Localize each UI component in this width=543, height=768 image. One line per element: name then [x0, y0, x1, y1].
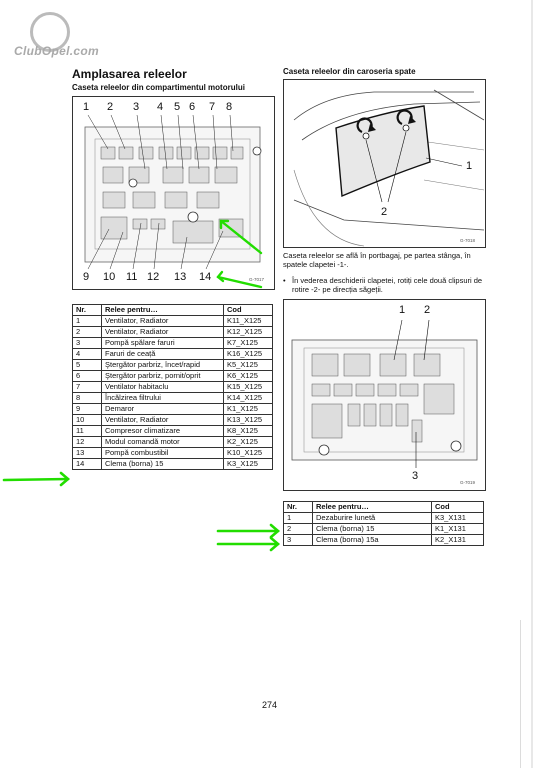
cell-nr: 3 [73, 338, 102, 349]
cell-code: K16_X125 [224, 349, 273, 360]
cell-relay: Ventilator, Radiator [102, 316, 224, 327]
cell-nr: 4 [73, 349, 102, 360]
cell-nr: 13 [73, 448, 102, 459]
cell-nr: 10 [73, 415, 102, 426]
cell-relay: Demaror [102, 404, 224, 415]
table-row [73, 349, 273, 360]
cell-relay: Pompă spălare faruri [102, 338, 224, 349]
cell-relay: Compresor climatizare [102, 426, 224, 437]
callout-6: 6 [189, 101, 196, 113]
callout-1: 1 [83, 101, 90, 113]
header-code: Cod [224, 305, 273, 316]
section-heading-engine: Caseta releelor din compartimentul motorului [72, 83, 245, 92]
callout-4: 4 [157, 101, 164, 113]
engine-relay-box-figure [72, 96, 275, 290]
callout-10: 10 [103, 271, 116, 283]
cell-nr: 5 [73, 360, 102, 371]
cell-code: K11_X125 [224, 316, 273, 327]
watermark-text: ClubOpel.com [14, 44, 99, 58]
cell-code: K1_X125 [224, 404, 273, 415]
cell-nr: 2 [73, 327, 102, 338]
trunk-figure-code: G-7018 [460, 238, 476, 243]
table-row [73, 327, 273, 338]
cell-code: K2_X131 [432, 535, 484, 546]
cell-nr: 6 [73, 371, 102, 382]
cell-code: K10_X125 [224, 448, 273, 459]
figure-code: G-7017 [249, 277, 265, 282]
table-row [73, 437, 273, 448]
table-row [284, 513, 484, 524]
cell-nr: 12 [73, 437, 102, 448]
section-heading-rear: Caseta releelor din caroseria spate [283, 67, 416, 76]
callout-12: 12 [147, 271, 160, 283]
callout-9: 9 [83, 271, 90, 283]
trunk-figure [283, 79, 486, 248]
cell-relay: Ventilator, Radiator [102, 327, 224, 338]
cell-code: K13_X125 [224, 415, 273, 426]
table-header-row [284, 502, 484, 513]
cell-relay: Ventilator, Radiator [102, 415, 224, 426]
page-title: Amplasarea releelor [72, 67, 187, 81]
cell-nr: 9 [73, 404, 102, 415]
rear-box-drawing [284, 300, 485, 490]
table-header-row [73, 305, 273, 316]
callout-13: 13 [174, 271, 187, 283]
callout-11: 11 [126, 271, 138, 283]
rear-callout-2: 2 [424, 304, 431, 316]
table-row [73, 459, 273, 470]
table-row [73, 448, 273, 459]
table-row [73, 382, 273, 393]
cell-code: K7_X125 [224, 338, 273, 349]
table-row [73, 371, 273, 382]
cell-relay: Clema (borna) 15 [313, 524, 432, 535]
cell-relay: Ştergător parbriz, încet/rapid [102, 360, 224, 371]
location-paragraph: Caseta releelor se află în portbagaj, pe partea stânga, în spatele clapetei -1-. [283, 251, 471, 269]
table-row [73, 426, 273, 437]
cell-relay: Clema (borna) 15 [102, 459, 224, 470]
cell-code: K6_X125 [224, 371, 273, 382]
trunk-callout-2: 2 [381, 206, 388, 218]
cell-nr: 1 [73, 316, 102, 327]
rear-relay-table [283, 501, 484, 546]
cell-nr: 2 [284, 524, 313, 535]
arrow-row-14-icon [2, 470, 72, 490]
scan-edge [531, 0, 533, 768]
cell-nr: 1 [284, 513, 313, 524]
cell-nr: 7 [73, 382, 102, 393]
cell-nr: 14 [73, 459, 102, 470]
cell-relay: Pompă combustibil [102, 448, 224, 459]
callout-7: 7 [209, 101, 216, 113]
callout-5: 5 [174, 101, 181, 113]
cell-code: K8_X125 [224, 426, 273, 437]
rear-callout-1: 1 [399, 304, 406, 316]
cell-relay: Modul comandă motor [102, 437, 224, 448]
cell-relay: Dezaburire lunetă [313, 513, 432, 524]
page-number: 274 [262, 700, 278, 710]
instruction-text: În vederea deschiderii clapetei, rotiți cele două clipsuri de rotire -2- pe direcția săgeții. [292, 276, 483, 294]
engine-relay-table [72, 304, 273, 470]
table-row [73, 316, 273, 327]
bullet-dot: • [283, 276, 286, 285]
cell-relay: Clema (borna) 15a [313, 535, 432, 546]
rear-callout-3: 3 [412, 470, 419, 482]
cell-relay: Ventilator habitaclu [102, 382, 224, 393]
cell-code: K1_X131 [432, 524, 484, 535]
table-row [284, 535, 484, 546]
callout-2: 2 [107, 101, 114, 113]
cell-code: K14_X125 [224, 393, 273, 404]
table-row [73, 415, 273, 426]
table-row [73, 360, 273, 371]
header-relay: Relee pentru… [102, 305, 224, 316]
table-row [73, 338, 273, 349]
instruction-bullet [283, 276, 483, 294]
table-row [284, 524, 484, 535]
arrow-rear-row-3-icon [216, 534, 282, 554]
cell-code: K3_X131 [432, 513, 484, 524]
cell-relay: Faruri de ceață [102, 349, 224, 360]
cell-nr: 11 [73, 426, 102, 437]
table-row [73, 393, 273, 404]
header-relay: Relee pentru… [313, 502, 432, 513]
header-nr: Nr. [73, 305, 102, 316]
cell-code: K3_X125 [224, 459, 273, 470]
header-nr: Nr. [284, 502, 313, 513]
cell-nr: 8 [73, 393, 102, 404]
cell-code: K15_X125 [224, 382, 273, 393]
callout-8: 8 [226, 101, 233, 113]
rear-relay-box-figure [283, 299, 486, 491]
relay-box-drawing [73, 97, 274, 289]
cell-code: K2_X125 [224, 437, 273, 448]
callout-14: 14 [199, 271, 212, 283]
trunk-callout-1: 1 [466, 160, 473, 172]
table-row [73, 404, 273, 415]
scan-edge-lower [520, 620, 521, 768]
cell-relay: Încălzirea filtrului [102, 393, 224, 404]
cell-code: K12_X125 [224, 327, 273, 338]
header-code: Cod [432, 502, 484, 513]
callout-3: 3 [133, 101, 140, 113]
trunk-drawing [284, 80, 485, 247]
cell-code: K5_X125 [224, 360, 273, 371]
rear-figure-code: G-7019 [460, 480, 476, 485]
cell-nr: 3 [284, 535, 313, 546]
cell-relay: Ştergător parbriz, pornit/oprit [102, 371, 224, 382]
